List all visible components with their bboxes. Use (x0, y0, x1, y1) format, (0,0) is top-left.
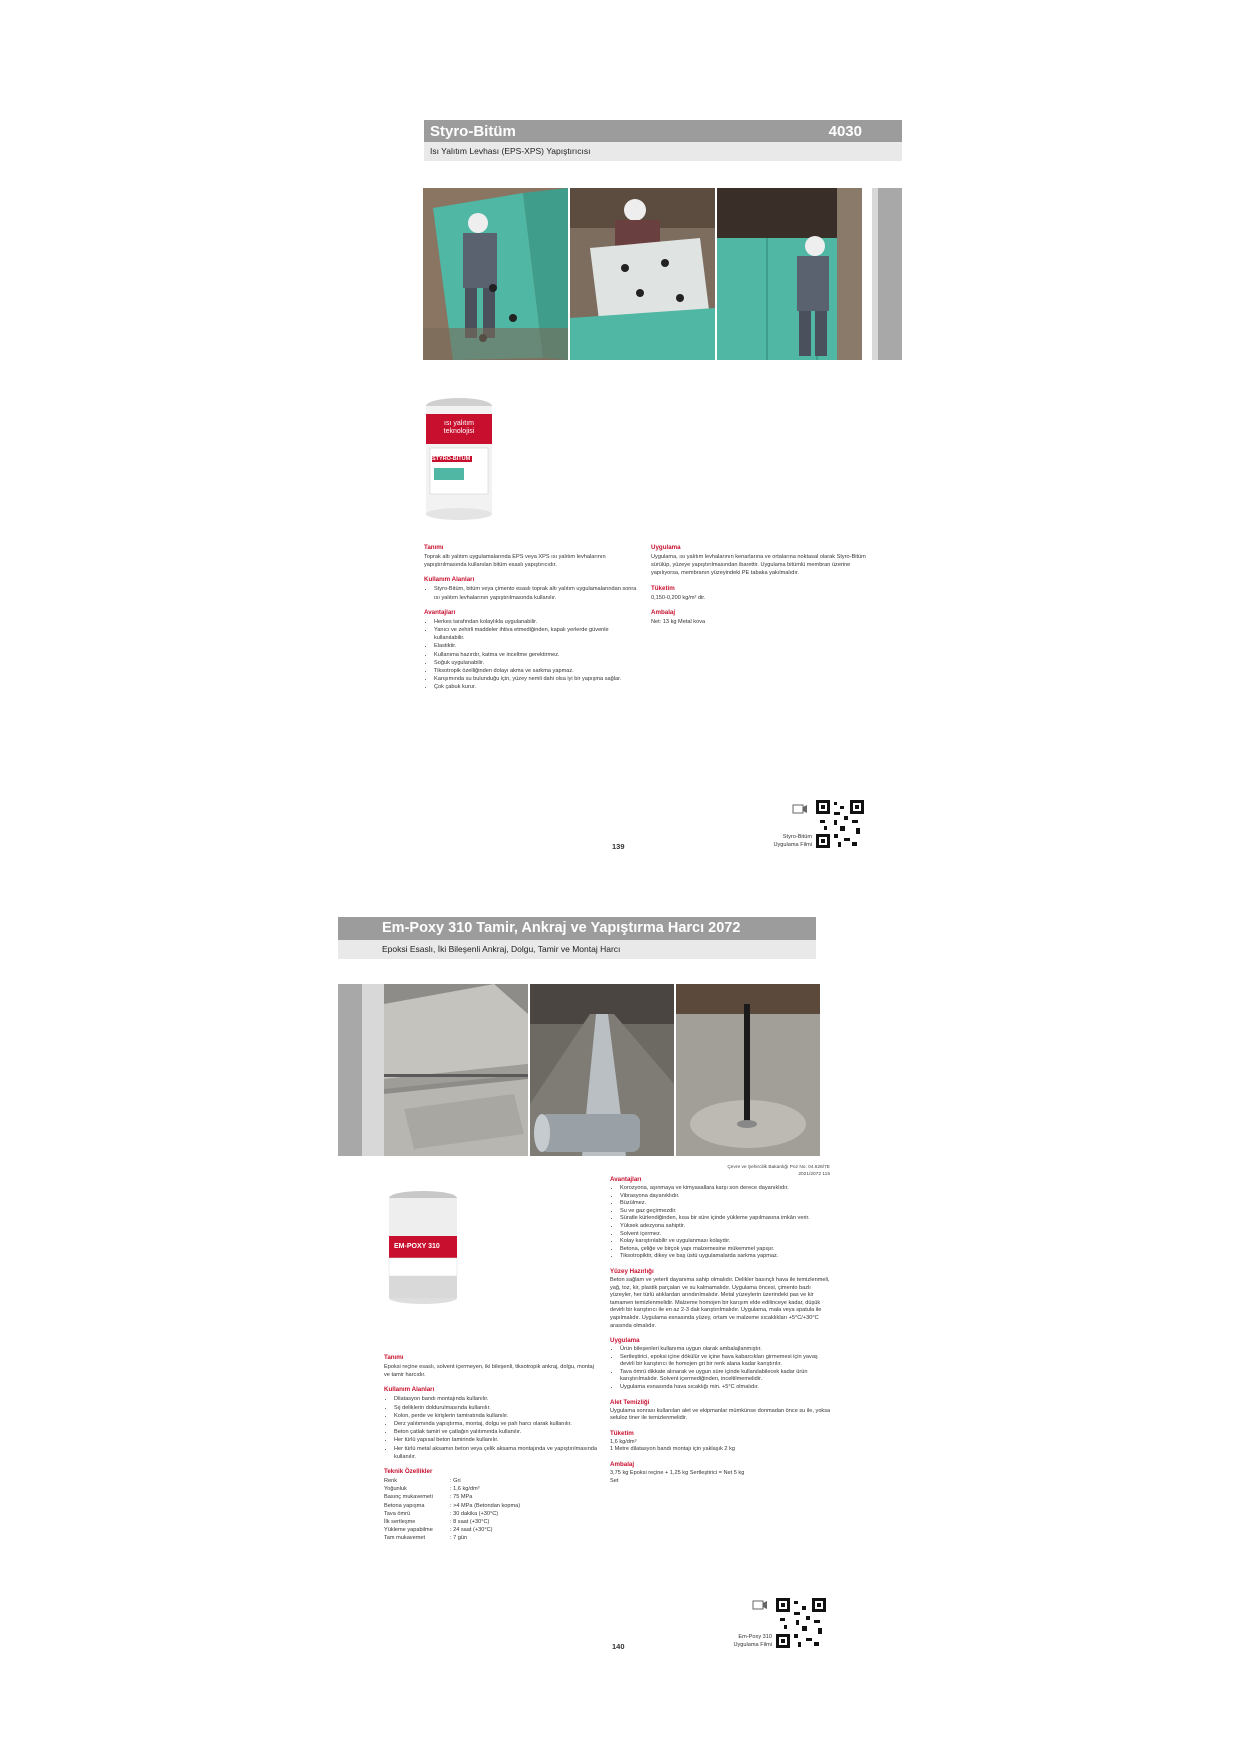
page2-title-bar (338, 917, 816, 940)
list-item: • Karışımında su bulunduğu için, yüzey nemli dahi olsa iyi bir yapışma sağlar. (434, 675, 639, 683)
p2-avantaj-heading: Avantajları (610, 1176, 642, 1183)
p1-tuketim-heading: Tüketim (651, 584, 675, 592)
list-item: • Korozyona, aşınmaya ve kimyasallara karşı son derece dayanıklıdır. (620, 1185, 832, 1193)
page2-side-tab (338, 984, 362, 1156)
page2-photo-3 (676, 984, 820, 1156)
qr-caption-line-2: Uygulama Filmi (773, 841, 812, 848)
list-item: • Süratle kürlendiğinden, kısa bir süre içinde yükleme yapılmasına imkân verir. (620, 1215, 832, 1223)
spec-row: Renk : Gri (384, 1478, 461, 1485)
p2-tuketim-text: 1,6 kg/dm³ 1 Metre dilatasyon bandı montajı için yaklaşık 2 kg (610, 1438, 735, 1453)
p2-kullanim-heading: Kullanım Alanları (384, 1386, 435, 1394)
worker-adhesive-illustration (570, 188, 715, 360)
list-item: • Yüksek adezyona sahiptir. (620, 1223, 832, 1231)
page1-video-icon (792, 802, 808, 816)
list-item: • Çok çabuk kurur. (434, 683, 639, 691)
p1-section-uygulama (651, 544, 871, 578)
list-item: • Yanıcı ve zehirli maddeler ihtiva etmediğinden, kapalı yerlerde güvenle kullanılabilir. (434, 626, 639, 642)
list-item: • Uygulama esnasında hava sıcaklığı min. +5°C olmalıdır. (620, 1384, 832, 1392)
p1-avantaj-heading: Avantajları (424, 608, 456, 616)
p1-kullanim-heading: Kullanım Alanları (424, 576, 475, 584)
p1-tanimi-heading: Tanımı (424, 544, 444, 551)
p1-tuketim-text: 0,150-0,200 kg/m² dir. (651, 594, 706, 601)
qr-caption-line-1: Styro-Bitüm (782, 834, 812, 840)
p2-section-tuketim (610, 1430, 832, 1454)
page1-qr-caption (740, 834, 812, 849)
joint-band-illustration (530, 984, 674, 1156)
p2-section-ambalaj (610, 1461, 750, 1485)
qr-code-icon (816, 800, 864, 848)
p2-section-yuzey (610, 1268, 832, 1330)
spec-row: İlk sertleşme : 8 saat (+30°C) (384, 1519, 490, 1526)
list-item: • Soğuk uygulanabilir. (434, 659, 639, 667)
page1-photo-3 (717, 188, 862, 360)
p2-tanimi-text: Epoksi reçine esaslı, solvent içermeyen, iki bileşenli, tiksotropik ankraj, dolgu, montaj ve tamir harcıdır. (384, 1364, 594, 1379)
concrete-edge-illustration (384, 984, 528, 1156)
p1-section-tanimi (424, 544, 639, 569)
page2-side-tab-edge (362, 984, 384, 1156)
p2-yuzey-text: Beton sağlam ve yeterli dayanıma sahip olmalıdır. Delikler basınçlı hava ile temizlenmeli, yağ, toz, kir, plastik parçaları ve su kalmamalıdır. Uygulama öncesi, çimento bazlı yüzeyler, her türlü atıklardan arındırılmalıdır. Metal yüzeylerin üzerindeki pas ve kir tamamen temizlenmelidir. Malzeme homojen bir karışım elde edilinceye kadar, düşük devirli bir karıştırıcı ile en az 2-3 dak karıştırılmalıdır. Uygulama, mala veya spatula ile yapılmalıdır. Uygulama esnasında yüzey, ortam ve malzeme sıcaklıkları +5°C/+30°C arasında olmalıdır. (610, 1276, 830, 1329)
bucket-label-text: EM-POXY 310 (394, 1243, 440, 1250)
list-item: • Kullanıma hazırdır, katma ve inceltme gerektirmez. (434, 651, 639, 659)
page2-photo-2 (530, 984, 674, 1156)
page1-right-column (651, 544, 871, 633)
list-item: • Vibrasyona dayanıklıdır. (620, 1193, 832, 1201)
list-item: • Tiksotropiktir, dikey ve baş üstü uygulamalarda sarkma yapmaz. (620, 1253, 832, 1261)
list-item: • Betona, çeliğe ve birçok yapı malzemesine mükemmel yapışır. (620, 1246, 832, 1254)
page1-title: Styro-Bitüm (430, 123, 516, 140)
page2-page-number: 140 (612, 1642, 625, 1651)
cert-line-1: Çevre ve Şehircilik Bakanlığı Poz No: 04.626/7E (727, 1165, 830, 1170)
page1-product-bucket (424, 396, 494, 520)
p2-alet-heading: Alet Temizliği (610, 1398, 650, 1406)
p2-tanimi-heading: Tanımı (384, 1354, 404, 1361)
list-item: • Tiksotropik özelliğinden dolayı akma ve sarkma yapmaz. (434, 667, 639, 675)
list-item: • Dilatasyon bandı montajında kullanılır. (394, 1395, 599, 1403)
list-item: • Elastiktir. (434, 642, 639, 650)
page2-right-column (610, 1176, 832, 1492)
p1-section-kullanim (424, 576, 639, 601)
worker-wall-illustration (717, 188, 862, 360)
list-item: • Kolay karıştırılabilir ve uygulanması kolaydır. (620, 1238, 832, 1246)
page2-subtitle: Epoksi Esaslı, İki Bileşenli Ankraj, Dolgu, Tamir ve Montaj Harcı (338, 940, 816, 959)
p2-yuzey-heading: Yüzey Hazırlığı (610, 1267, 654, 1275)
p1-section-avantajlari (424, 609, 639, 692)
p2-section-alet (610, 1399, 832, 1423)
page1-side-tab (878, 188, 902, 360)
page2-video-icon (752, 1598, 768, 1612)
bucket-label-text: STYRO-BİTÜM (432, 456, 471, 462)
worker-board-illustration (423, 188, 568, 360)
p2-section-kullanim (384, 1386, 599, 1461)
page2-photo-1 (384, 984, 528, 1156)
spec-row: Tava ömrü : 30 dakika (+30°C) (384, 1510, 499, 1517)
p2-uygulama-heading: Uygulama (610, 1337, 640, 1345)
bucket-band-text: ısı yalıtım teknolojisi (443, 420, 475, 435)
list-item: • Her türlü metal aksamın beton veya çelik aksama montajında ve yapıştırılmasında kullanılır. (394, 1445, 599, 1461)
spec-row: Tam mukavemet : 7 gün (384, 1535, 468, 1542)
p1-uygulama-heading: Uygulama (651, 544, 681, 551)
list-item: • Derz yalıtımında yapıştırma, montaj, dolgu ve pah harcı olarak kullanılır. (394, 1420, 599, 1428)
p2-section-tanimi (384, 1354, 599, 1379)
p1-tanimi-text: Toprak altı yalıtım uygulamalarında EPS veya XPS ısı yalıtım levhalarının yapıştırılmasında kullanılan bitüm esaslı yapıştırıcıdır. (424, 554, 606, 569)
spec-row: Yükleme yapabilme : 24 saat (+30°C) (384, 1527, 493, 1534)
list-item: • Her türlü yapısal beton tamirinde kullanılır. (394, 1436, 599, 1444)
page2-product-bucket (386, 1190, 460, 1306)
page1-side-tab-edge (872, 188, 878, 360)
p2-section-avantajlari (610, 1176, 832, 1261)
list-item: • Solvent içermez. (620, 1231, 832, 1239)
page1-title-bar (424, 120, 902, 142)
spec-row: Basınç mukavemeti : 75 MPa (384, 1494, 473, 1501)
p1-ambalaj-text: Net: 13 kg Metal kova (651, 618, 706, 625)
list-item: • Sertleştirici, epoksi içine dökülür ve içine hava kabarcıkları girmemesi için yavaş devirli bir karıştırıcı ile homojen gri bir renk alana kadar karıştırılır. (620, 1354, 832, 1369)
qr-caption-line-2: Uygulama Filmi (733, 1641, 772, 1648)
list-item: • Beton çatlak tamiri ve çatlağın yalıtımında kullanılır. (394, 1428, 599, 1436)
page1-subtitle: Isı Yalıtım Levhası (EPS-XPS) Yapıştırıcısı (424, 142, 902, 161)
cert-line-2: 2021/2072 115 (798, 1172, 830, 1177)
page1-product-code: 4030 (828, 123, 862, 140)
page2-qr-caption (698, 1634, 772, 1649)
page2-qr-code[interactable] (776, 1598, 826, 1648)
p1-uygulama-text: Uygulama, ısı yalıtım levhalarının kenarlarına ve ortalarına noktasal olarak Styro-Bitüm sürülüp, yüzeye yapıştırılmasından ibarettir. Uygulama bitümlü membran üzerine yapılıyorsa, membranın yüzeyindeki PE tabaka yakılmalıdır. (651, 554, 866, 577)
list-item: • Kolon, perde ve kirişlerin tamiratında kullanılır. (394, 1412, 599, 1420)
page1-page-number: 139 (612, 842, 625, 851)
list-item: • Ürün bileşenleri kullanıma uygun olarak ambalajlanmıştır. (620, 1346, 832, 1354)
p1-section-ambalaj (651, 609, 871, 626)
page2-left-column (384, 1354, 599, 1543)
spec-row: Betona yapışma : >4 MPa (Betondan kopma) (384, 1502, 521, 1509)
p1-section-tuketim (651, 585, 871, 602)
qr-code-icon (776, 1598, 826, 1648)
p2-section-specs (384, 1468, 599, 1543)
page1-qr-code[interactable] (816, 800, 864, 848)
list-item: • Sıj deliklerin doldurulmasında kullanılır. (394, 1404, 599, 1412)
p2-specs-heading: Teknik Özellikler (384, 1468, 433, 1476)
list-item: • Styro-Bitüm, bitüm veya çimento esaslı toprak altı yalıtım uygulamalarından sonra ısı yalıtım levhalarının yapıştırılmasında kullanılır. (434, 585, 639, 601)
list-item: • Herkes tarafından kolaylıkla uygulanabilir. (434, 618, 639, 626)
p2-section-uygulama (610, 1337, 832, 1392)
p2-ambalaj-heading: Ambalaj (610, 1461, 635, 1469)
p2-tuketim-heading: Tüketim (610, 1429, 634, 1437)
list-item: • Su ve gaz geçirmezdir. (620, 1208, 832, 1216)
list-item: • Tava ömrü dikkate alınarak ve uygun süre içinde kullanılabilecek kadar ürün karıştırılmalıdır. Solvent içermediğinden, inceltilmemelidir. (620, 1369, 832, 1384)
p2-ambalaj-text: 3,75 kg Epoksi reçine + 1,25 kg Sertleştirici = Net 5 kg Set (610, 1470, 745, 1484)
spec-row: Yoğunluk : 1,6 kg/dm³ (384, 1486, 480, 1493)
p2-alet-text: Uygulama sonrası kullanılan alet ve ekipmanlar mümkünse donmadan önce su ile, yoksa seluloz tiner ile temizlenmelidir. (610, 1407, 831, 1422)
page1-photo-2 (570, 188, 715, 360)
page2-title: Em-Poxy 310 Tamir, Ankraj ve Yapıştırma Harcı 2072 (382, 920, 741, 936)
page1-left-column (424, 544, 639, 699)
qr-caption-line-1: Em-Poxy 310 (738, 1634, 772, 1640)
p1-ambalaj-heading: Ambalaj (651, 608, 676, 616)
anchor-rod-illustration (676, 984, 820, 1156)
list-item: • Büzülmez. (620, 1200, 832, 1208)
page1-photo-1 (423, 188, 568, 360)
